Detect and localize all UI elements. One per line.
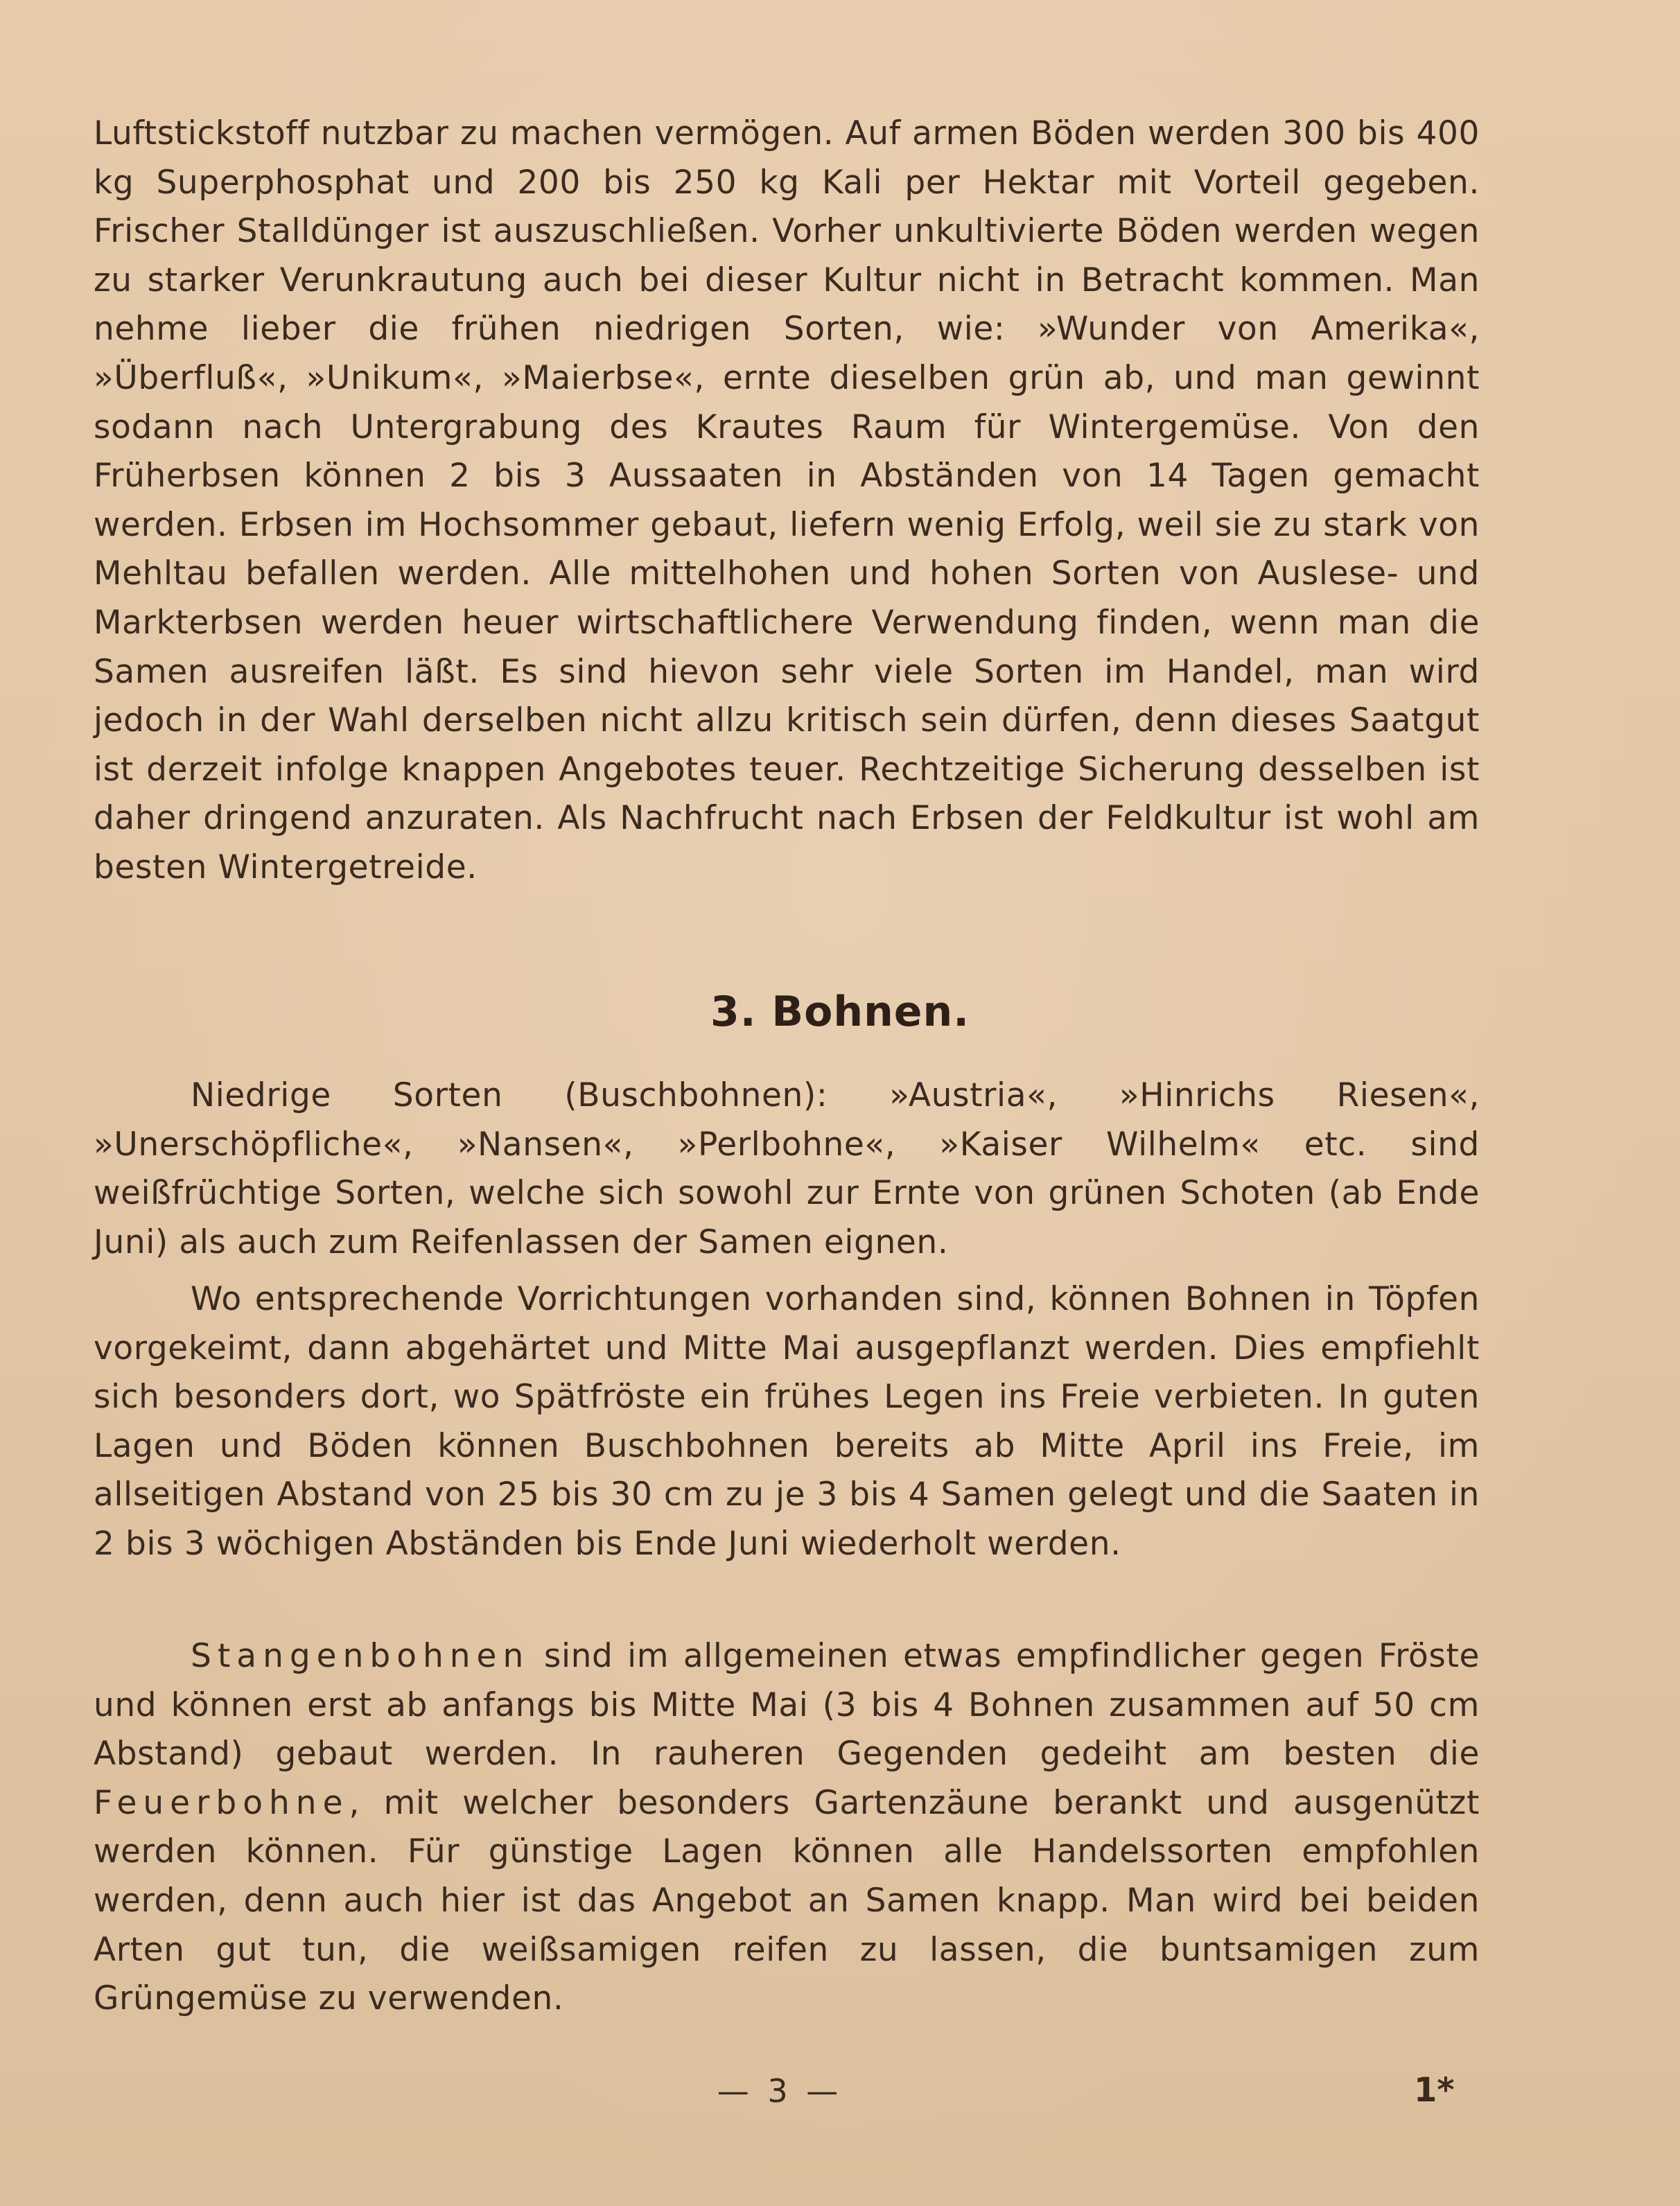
paragraph-text: Wo entsprechende Vorrichtungen vorhanden sind, können Bohnen in Töpfen vorgekeimt, dann abgehärtet und Mitte Mai ausgepflanzt werden. Dies empfiehlt sich besonders dort, wo Spätfröste ein frühes Legen ins Freie verbieten. In guten Lagen und Böden können Buschbohnen bereits ab Mitte April ins Freie, im allseitigen Abstand von 25 bis 30 cm zu je 3 bis 4 Samen gelegt und die Saaten in 2 bis 3 wöchigen Abständen bis Ende Juni wiederholt werden.: [94, 1280, 1480, 1563]
section-heading: 3. Bohnen.: [710, 988, 970, 1036]
paragraph-vorkeimen: [94, 1275, 1480, 1569]
paragraph-text: [94, 1632, 1480, 2024]
paragraph-text: Niedrige Sorten (Buschbohnen): »Austria«, »Hinrichs Riesen«, »Unerschöpfliche«, »Nansen«, »Perlbohne«, »Kaiser Wilhelm« etc. sind weißfrüchtige Sorten, welche sich sowohl zur Ernte von grünen Schoten (ab Ende Juni) als auch zum Reifenlassen der Samen eignen.: [94, 1076, 1480, 1261]
paragraph-erbsen-continued: [94, 110, 1480, 893]
text-segment: sind im allgemeinen etwas empfindlicher gegen Fröste und können erst ab anfangs bis Mitte Mai (3 bis 4 Bohnen zusammen auf 50 cm Abstand) gebaut werden. In rauheren Gegenden gedeiht am besten die: [94, 1637, 1480, 1774]
term-feuerbohne: Feuerbohne: [94, 1783, 349, 1822]
text-segment: , mit welcher besonders Gartenzäune berankt und ausgenützt werden können. Für günstige Lagen können alle Handelssorten empfohlen werden, denn auch hier ist das Angebot an Samen knapp. Man wird bei beiden Arten gut tun, die weißsamigen reifen zu lassen, die buntsamigen zum Grüngemüse zu verwenden.: [94, 1783, 1480, 2018]
paragraph-text: Luftstickstoff nutzbar zu machen vermögen. Auf armen Böden werden 300 bis 400 kg Superphosphat und 200 bis 250 kg Kali per Hektar mit Vorteil gegeben. Frischer Stalldünger ist auszuschließen. Vorher unkultivierte Böden werden wegen zu starker Verunkrautung auch bei dieser Kultur nicht in Betracht kommen. Man nehme lieber die frühen niedrigen Sorten, wie: »Wunder von Amerika«, »Überfluß«, »Unikum«, »Maierbse«, ernte dieselben grün ab, und man gewinnt sodann nach Untergrabung des Krautes Raum für Wintergemüse. Von den Früherbsen können 2 bis 3 Aussaaten in Abständen von 14 Tagen gemacht werden. Erbsen im Hochsommer gebaut, liefern wenig Erfolg, weil sie zu stark von Mehltau befallen werden. Alle mittelhohen und hohen Sorten von Auslese- und Markterbsen werden heuer wirtschaftlichere Verwendung finden, wenn man die Samen ausreifen läßt. Es sind hievon sehr viele Sorten im Handel, man wird jedoch in der Wahl derselben nicht allzu kritisch sein dürfen, denn dieses Saatgut ist derzeit infolge knappen Angebotes teuer. Rechtzeitige Sicherung desselben ist daher dringend anzuraten. Als Nachfrucht nach Erbsen der Feldkultur ist wohl am besten Wintergetreide.: [94, 114, 1480, 886]
page-number: — 3 —: [717, 2072, 843, 2110]
paragraph-buschbohnen: [94, 1071, 1480, 1267]
paragraph-stangenbohnen: [94, 1632, 1480, 2024]
signature-mark: 1*: [1414, 2071, 1455, 2110]
term-stangenbohnen: Stangenbohnen: [191, 1637, 530, 1675]
